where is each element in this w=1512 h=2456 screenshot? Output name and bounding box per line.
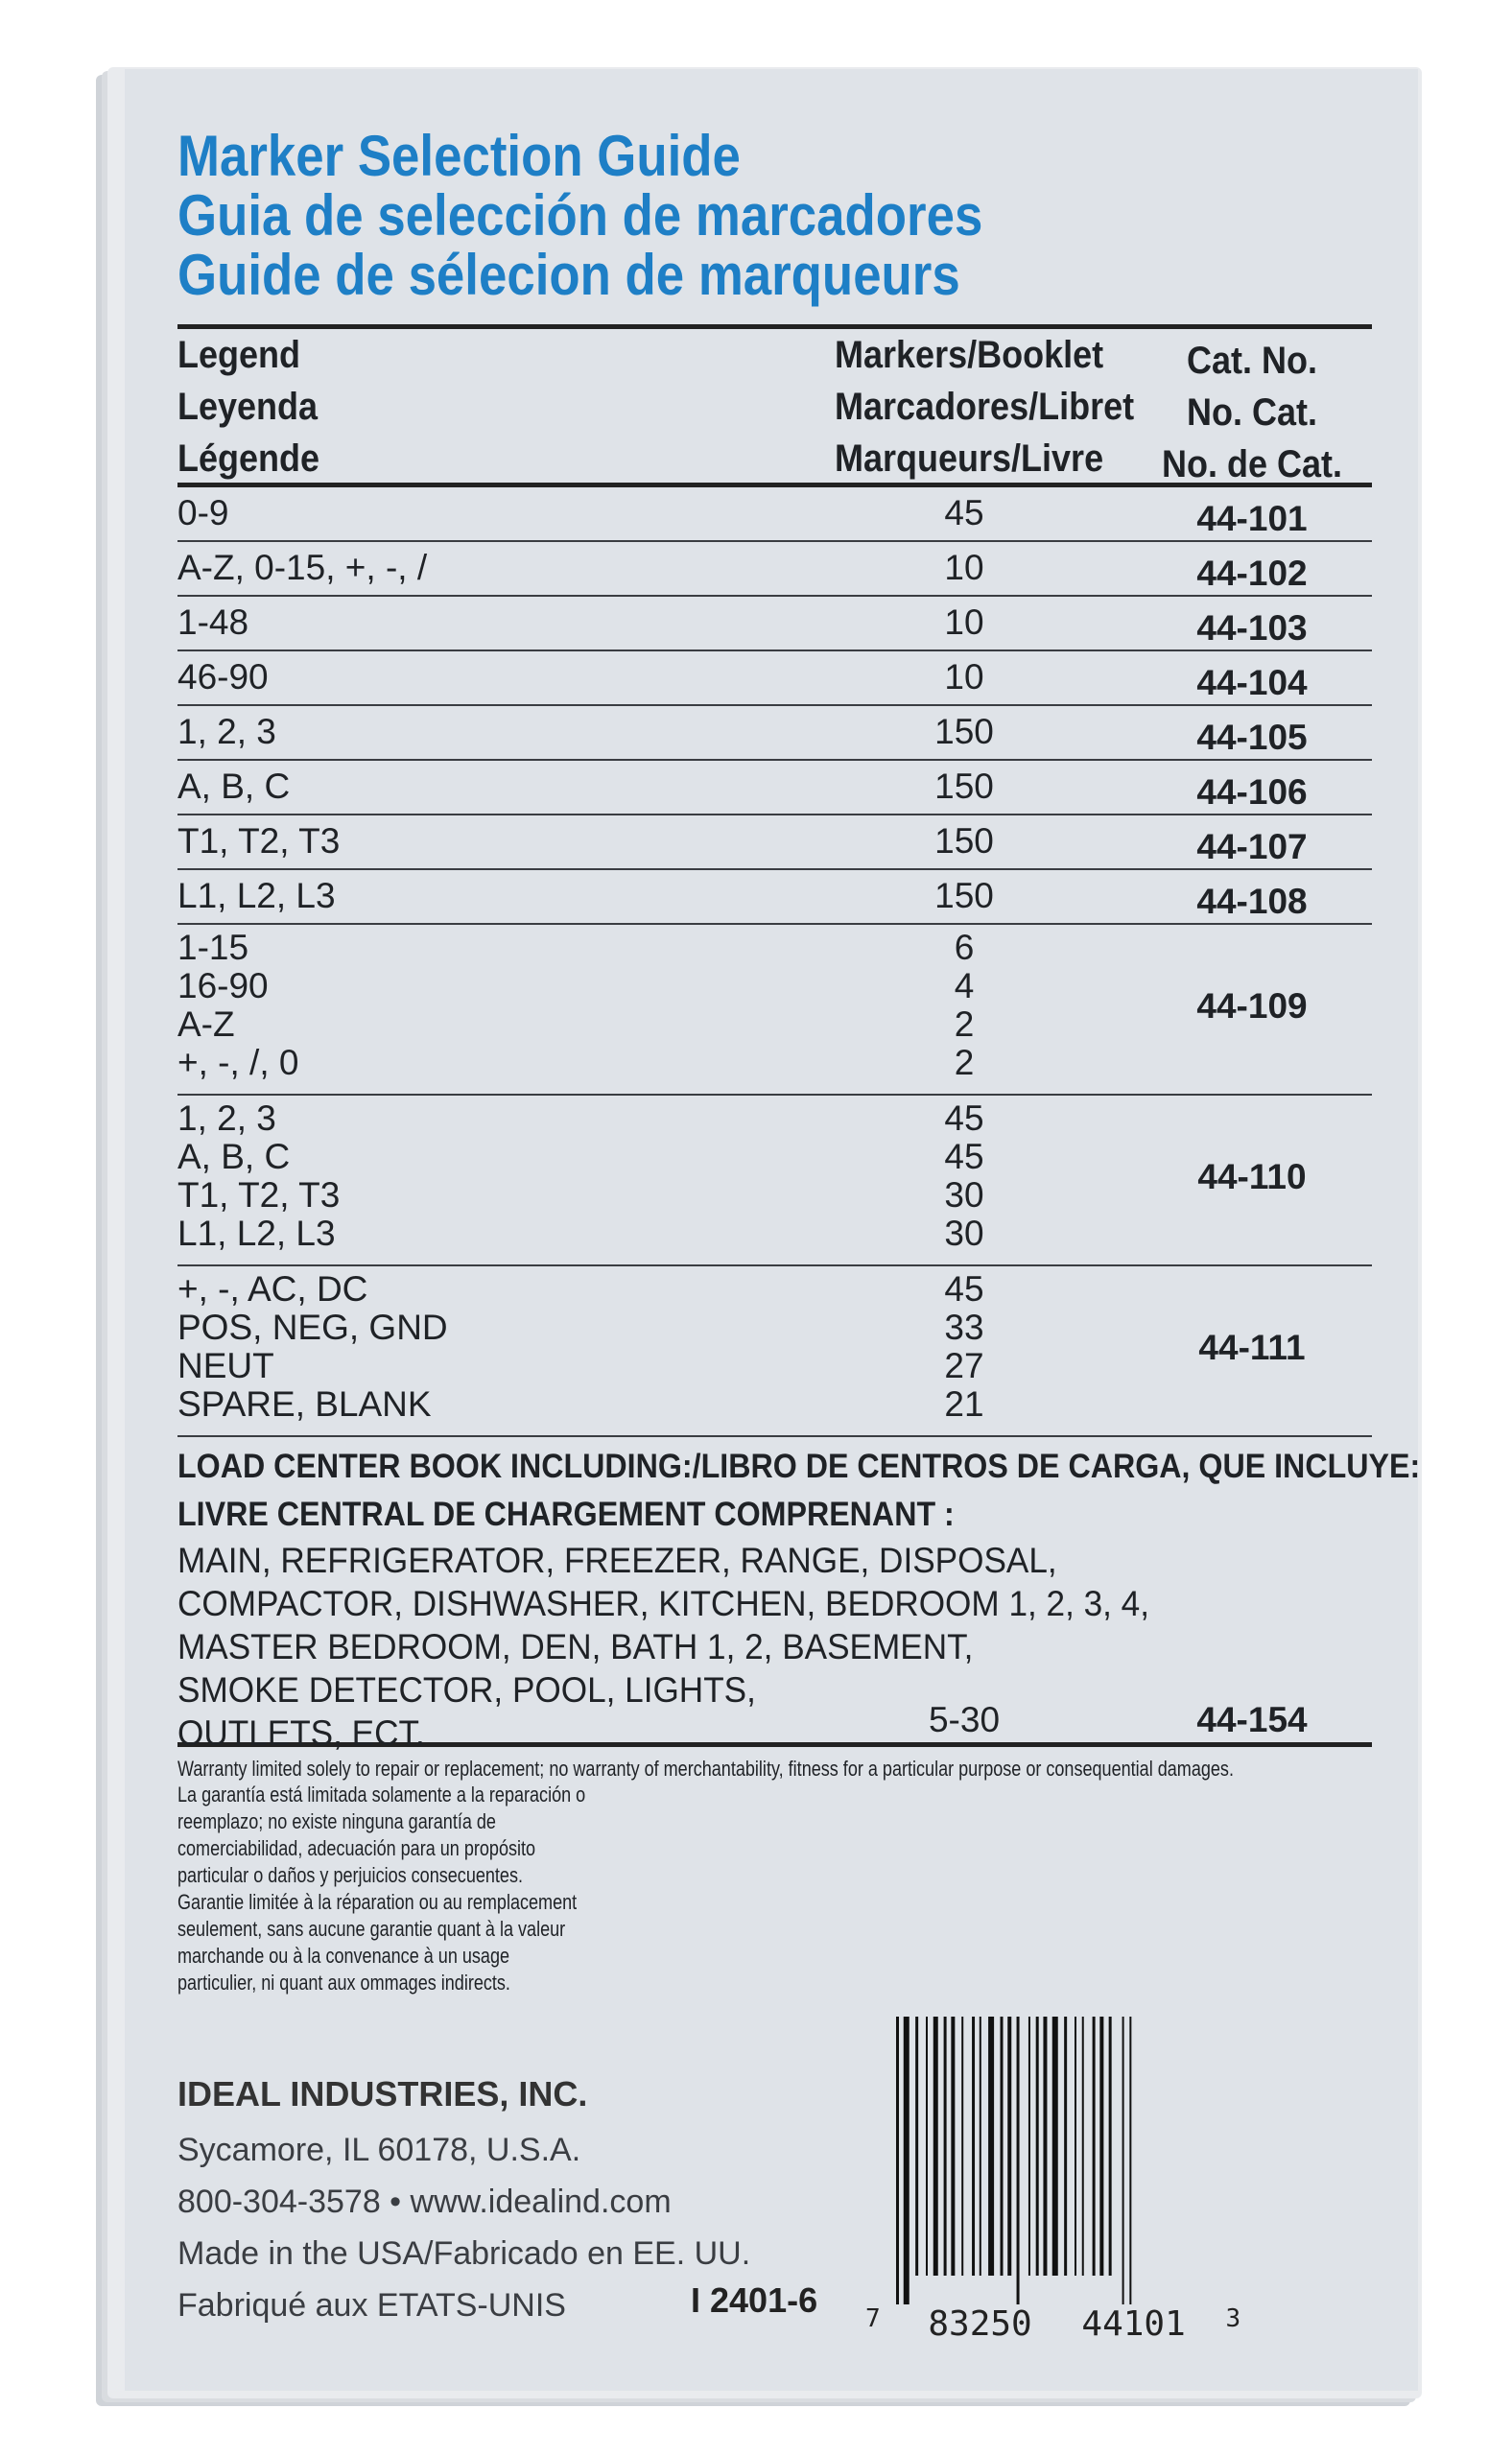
row-count: 45 33 27 21: [944, 1269, 984, 1424]
row-legend: 1-48: [177, 602, 249, 642]
barcode-bar: [944, 2017, 947, 2276]
load-center-item: COMPACTOR, DISHWASHER, KITCHEN, BEDROOM 1, 2, 3, 4,: [177, 1584, 1150, 1623]
row-cat-number: 44-102: [1196, 554, 1308, 593]
load-center-item: MAIN, REFRIGERATOR, FREEZER, RANGE, DISPOSAL,: [177, 1541, 1057, 1580]
row-cat-number: 44-110: [1197, 1157, 1307, 1196]
row-legend: +, -, AC, DC POS, NEG, GND NEUT SPARE, BLANK: [177, 1269, 448, 1424]
barcode-lead-digit: 7: [865, 2304, 881, 2333]
barcode-digits: [865, 2304, 1240, 2344]
table-row: [177, 870, 1372, 925]
load-center-item: OUTLETS, ECT.: [177, 1713, 425, 1753]
company-block: [177, 2074, 750, 2331]
company-address: Sycamore, IL 60178, U.S.A.: [177, 2132, 581, 2168]
barcode-bar: [980, 2017, 981, 2276]
barcode-bar: [1093, 2017, 1096, 2276]
barcode-bar: [1064, 2017, 1067, 2276]
barcode-bar: [915, 2017, 918, 2276]
row-legend: A-Z, 0-15, +, -, /: [177, 548, 428, 587]
barcode-bar: [904, 2017, 910, 2304]
table-row: [177, 1096, 1372, 1266]
barcode-bar: [951, 2017, 955, 2276]
load-center-cat: 44-154: [1196, 1700, 1308, 1739]
barcode-bar: [1043, 2017, 1047, 2276]
company-contact: 800-304-3578 • www.idealind.com: [177, 2184, 672, 2220]
title-en: Marker Selection Guide: [177, 124, 741, 188]
row-count: 150: [934, 712, 994, 751]
row-legend: 1, 2, 3 A, B, C T1, T2, T3 L1, L2, L3: [177, 1098, 341, 1253]
table-row: [177, 761, 1372, 815]
barcode-bar: [926, 2017, 928, 2276]
load-center-row: [177, 1437, 1421, 1753]
table-row: [177, 597, 1372, 651]
marker-guide-card: [125, 69, 1421, 2391]
company-name: IDEAL INDUSTRIES, INC.: [177, 2074, 588, 2114]
barcode-check-digit: 3: [1225, 2304, 1241, 2333]
row-count: 6 4 2 2: [954, 928, 975, 1082]
row-legend: A, B, C: [177, 767, 291, 806]
barcode-bar: [1017, 2017, 1020, 2304]
row-legend: L1, L2, L3: [177, 876, 336, 915]
barcode-bar: [972, 2017, 975, 2276]
row-cat-number: 44-104: [1196, 663, 1308, 702]
row-legend: 1-15 16-90 A-Z +, -, /, 0: [177, 928, 299, 1082]
row-count: 150: [934, 821, 994, 861]
row-count: 45 45 30 30: [944, 1098, 984, 1253]
row-legend: T1, T2, T3: [177, 821, 341, 861]
barcode-image: [892, 2017, 1295, 2304]
part-number: I 2401-6: [691, 2280, 818, 2320]
row-cat-number: 44-105: [1196, 718, 1308, 757]
barcode-bar: [1122, 2017, 1124, 2304]
barcode-bar: [896, 2017, 899, 2304]
row-cat-number: 44-103: [1196, 608, 1308, 648]
load-center-heading-fr: LIVRE CENTRAL DE CHARGEMENT COMPRENANT :: [177, 1496, 955, 1533]
table-body: [177, 487, 1372, 1437]
title-es: Guia de selección de marcadores: [177, 183, 983, 248]
table-row: [177, 706, 1372, 761]
row-count: 10: [944, 548, 984, 587]
table-row: [177, 487, 1372, 542]
row-count: 45: [944, 493, 984, 532]
warranty-es-fr: La garantía está limitada solamente a la reparación o reemplazo; no existe ninguna garantía de comerciabilidad, adecuación para un propósito particular o daños y perjuicios consecuentes. Garantie limitée à la réparation ou au remplacement seulement, sans aucune garantie quant à la valeur marchande ou à la convenance à un usage particulier, ni quant aux ommages indirects.: [177, 1783, 586, 1995]
row-legend: 1, 2, 3: [177, 712, 276, 751]
row-cat-number: 44-108: [1196, 882, 1308, 921]
row-cat-number: 44-109: [1196, 986, 1308, 1026]
row-count: 150: [934, 767, 994, 806]
barcode-bar: [988, 2017, 994, 2276]
row-legend: 0-9: [177, 493, 229, 532]
row-cat-number: 44-101: [1196, 499, 1308, 538]
table-row: [177, 815, 1372, 870]
row-cat-number: 44-107: [1196, 827, 1308, 866]
barcode-bar: [961, 2017, 963, 2276]
barcode-bar: [1075, 2017, 1076, 2276]
company-made-in: Made in the USA/Fabricado en EE. UU.: [177, 2235, 751, 2272]
table-row: [177, 1266, 1372, 1437]
barcode-bar: [1052, 2017, 1058, 2276]
row-count: 150: [934, 876, 994, 915]
table-row: [177, 542, 1372, 597]
barcode-bar: [1007, 2017, 1011, 2276]
company-fabrique: Fabriqué aux ETATS-UNIS: [177, 2287, 566, 2324]
barcode-bar: [1082, 2017, 1084, 2276]
load-center-item: SMOKE DETECTOR, POOL, LIGHTS,: [177, 1670, 756, 1710]
title-fr: Guide de sélecion de marqueurs: [177, 243, 960, 307]
table-row: [177, 925, 1372, 1096]
barcode-bar: [1001, 2017, 1004, 2276]
barcode-left-digits: 83250: [928, 2304, 1032, 2344]
row-legend: 46-90: [177, 657, 269, 697]
barcode-bar: [1129, 2017, 1131, 2304]
barcode-bar: [933, 2017, 938, 2276]
table-row: [177, 651, 1372, 706]
barcode-bar: [1036, 2017, 1039, 2276]
barcode-bar: [1028, 2017, 1030, 2276]
load-center-count: 5-30: [928, 1700, 1001, 1739]
load-center-heading: LOAD CENTER BOOK INCLUDING:/LIBRO DE CENTROS DE CARGA, QUE INCLUYE:: [177, 1448, 1421, 1485]
barcode-bar: [1099, 2017, 1103, 2276]
row-cat-number: 44-111: [1198, 1328, 1306, 1367]
row-cat-number: 44-106: [1196, 772, 1308, 812]
load-center-item: MASTER BEDROOM, DEN, BATH 1, 2, BASEMENT,: [177, 1627, 974, 1666]
header-legend: Legend Leyenda Légende: [177, 334, 320, 480]
header-count: Markers/Booklet Marcadores/Libret Marqueurs/Livre: [835, 334, 1135, 480]
warranty-en: Warranty limited solely to repair or replacement; no warranty of merchantability, fitness for a particular purpose or consequential damages.: [177, 1757, 1234, 1781]
barcode-right-digits: 44101: [1081, 2304, 1186, 2344]
row-count: 10: [944, 657, 984, 697]
barcode-bar: [1109, 2017, 1112, 2276]
guide-content: [177, 124, 1421, 1996]
row-count: 10: [944, 602, 984, 642]
table-header: [177, 329, 1372, 483]
header-cat: Cat. No. No. Cat. No. de Cat.: [1161, 340, 1343, 485]
